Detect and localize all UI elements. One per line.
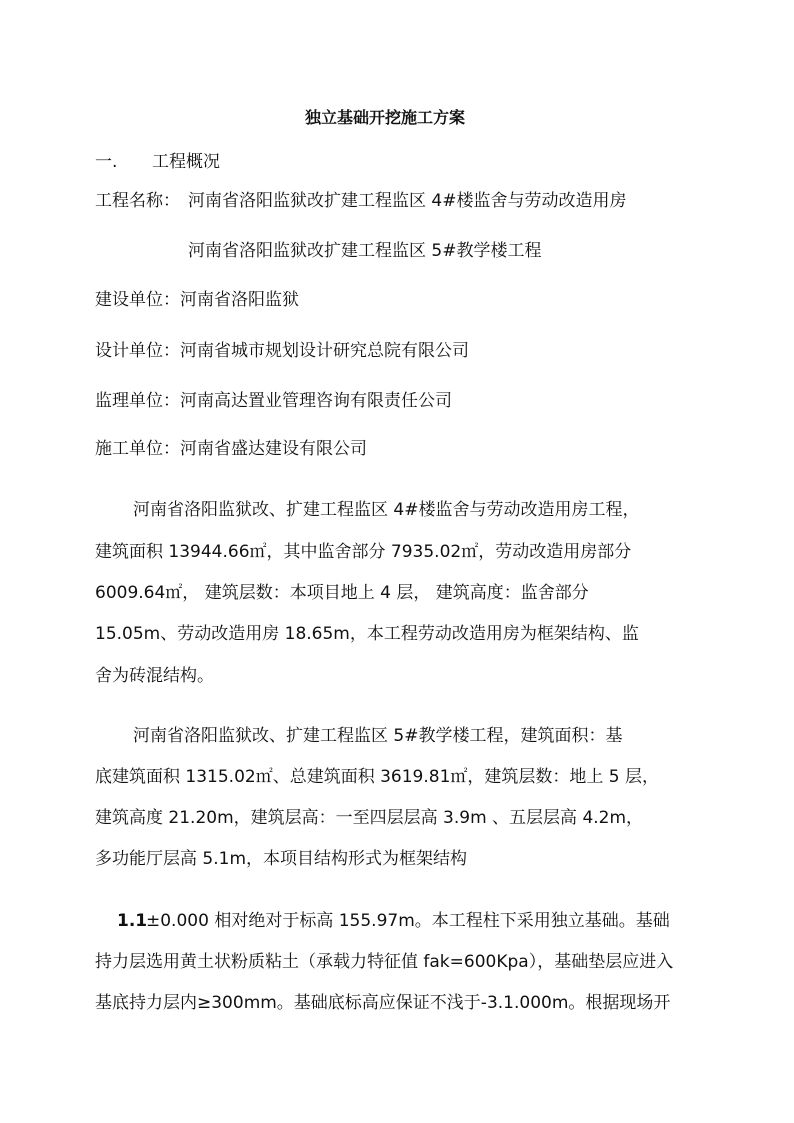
paragraph-2-line: 河南省洛阳监狱改、扩建工程监区 5#教学楼工程，建筑面积：基 (133, 726, 623, 746)
paragraph-2-line: 多功能厅层高 5.1m，本项目结构形式为框架结构 (95, 849, 467, 869)
paragraph-1-line: 15.05m、劳动改造用房 18.65m，本工程劳动改造用房为框架结构、监 (95, 624, 639, 644)
paragraph-3-line: 持力层选用黄土状粉质粘土（承载力特征值 fak=600Kpa），基础垫层应进入 (95, 952, 674, 972)
owner-field: 建设单位：河南省洛阳监狱 (95, 290, 299, 310)
section-heading: 工程概况 (152, 152, 220, 172)
supervisor-field: 监理单位：河南高达置业管理咨询有限责任公司 (95, 391, 452, 411)
project-name-label: 工程名称： (95, 191, 180, 211)
paragraph-1-line: 建筑面积 13944.66㎡，其中监舍部分 7935.02㎡，劳动改造用房部分 (95, 542, 632, 562)
paragraph-1-line: 6009.64㎡， 建筑层数：本项目地上 4 层， 建筑高度：监舍部分 (95, 583, 589, 603)
paragraph-2-line: 建筑高度 21.20m，建筑层高：一至四层层高 3.9m 、五层层高 4.2m， (95, 808, 644, 828)
designer-field: 设计单位：河南省城市规划设计研究总院有限公司 (95, 341, 469, 361)
clause-number: 1.1 (117, 911, 148, 931)
paragraph-1-line: 河南省洛阳监狱改、扩建工程监区 4#楼监舍与劳动改造用房工程， (133, 500, 640, 520)
document-title: 独立基础开挖施工方案 (305, 108, 466, 127)
project-name-line-2: 河南省洛阳监狱改扩建工程监区 5#教学楼工程 (188, 241, 542, 261)
paragraph-3-line: 基底持力层内≥300mm。基础底标高应保证不浅于-3.1.000m。根据现场开 (95, 993, 671, 1013)
paragraph-2-line: 底建筑面积 1315.02㎡、总建筑面积 3619.81㎡，建筑层数：地上 5 层， (95, 767, 660, 787)
paragraph-3-line: ±0.000 相对绝对于标高 155.97m。本工程柱下采用独立基础。基础 (146, 911, 670, 931)
contractor-field: 施工单位：河南省盛达建设有限公司 (95, 439, 367, 459)
paragraph-1-line: 舍为砖混结构。 (95, 666, 214, 686)
section-number: 一. (95, 152, 118, 172)
project-name-line-1: 河南省洛阳监狱改扩建工程监区 4#楼监舍与劳动改造用房 (188, 191, 627, 211)
